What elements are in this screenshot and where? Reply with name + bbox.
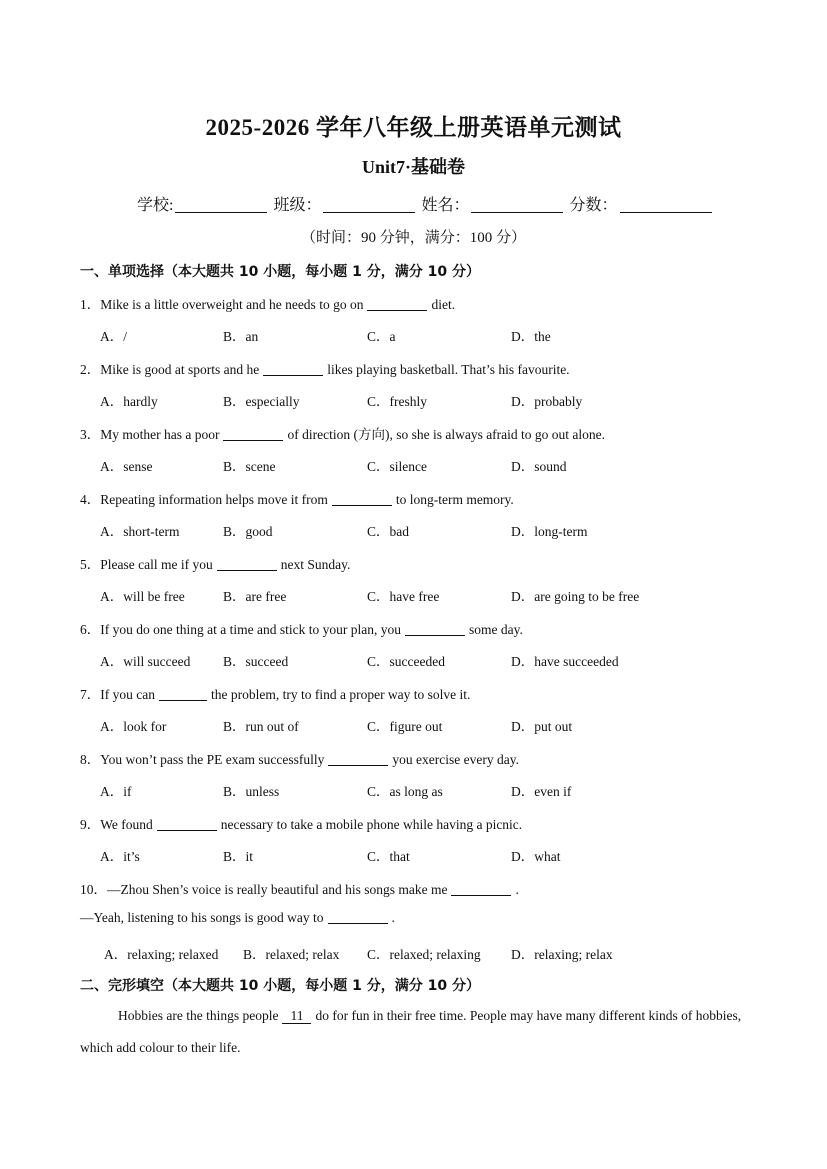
- question-6: [80, 618, 523, 638]
- question-text: 7．If you can: [80, 687, 155, 702]
- option-b: B．good: [223, 524, 273, 539]
- option-b: B．run out of: [223, 719, 299, 734]
- option-d: D．have succeeded: [511, 654, 619, 669]
- question-text: .: [391, 910, 395, 925]
- answer-blank: [328, 911, 388, 924]
- option-d: D．the: [511, 329, 551, 344]
- question-text: 4．Repeating information helps move it from: [80, 492, 328, 507]
- question-text: of direction (方向), so she is always afraid to go out alone.: [287, 427, 606, 442]
- options-4: [100, 520, 740, 538]
- school-label: 学校:: [137, 197, 174, 214]
- option-d: D．are going to be free: [511, 589, 640, 604]
- question-text: 2．Mike is good at sports and he: [80, 362, 260, 377]
- question-text: likes playing basketball. That’s his favourite.: [327, 362, 570, 377]
- options-3: [100, 455, 740, 473]
- option-a: A．short-term: [100, 524, 180, 539]
- options-9: [100, 845, 740, 863]
- option-b: B．an: [223, 329, 259, 344]
- option-b: B．succeed: [223, 654, 289, 669]
- question-text: diet.: [431, 297, 456, 312]
- question-text: some day.: [468, 622, 523, 637]
- question-text: next Sunday.: [280, 557, 351, 572]
- option-a: A．will be free: [100, 589, 185, 604]
- option-d: D．what: [511, 849, 561, 864]
- option-c: C．bad: [367, 524, 409, 539]
- question-4: [80, 488, 514, 508]
- option-d: D．long-term: [511, 524, 588, 539]
- option-b: B．unless: [223, 784, 280, 799]
- options-6: [100, 650, 740, 668]
- student-info-line: [137, 192, 714, 215]
- question-7: [80, 683, 470, 703]
- score-label: 分数：: [569, 197, 618, 214]
- option-c: C．relaxed; relaxing: [367, 947, 481, 962]
- option-c: C．silence: [367, 459, 427, 474]
- option-a: A．will succeed: [100, 654, 191, 669]
- option-a: A．relaxing; relaxed: [104, 947, 219, 962]
- question-text: 10．—Zhou Shen’s voice is really beautiful and his songs make me: [80, 882, 448, 897]
- answer-blank: [332, 493, 392, 506]
- answer-blank: [223, 428, 283, 441]
- option-c: C．have free: [367, 589, 440, 604]
- options-8: [100, 780, 740, 798]
- question-5: [80, 553, 350, 573]
- option-a: A．/: [100, 329, 127, 344]
- option-b: B．it: [223, 849, 254, 864]
- class-label: 班级：: [273, 197, 322, 214]
- exam-subtitle: Unit7·基础卷: [361, 157, 465, 177]
- option-d: D．sound: [511, 459, 567, 474]
- answer-blank: [367, 298, 427, 311]
- passage-text: Hobbies are the things people: [118, 1008, 279, 1023]
- class-blank: [323, 196, 415, 213]
- option-b: B．scene: [223, 459, 276, 474]
- question-text: 8．You won’t pass the PE exam successfully: [80, 752, 325, 767]
- option-a: A．it’s: [100, 849, 140, 864]
- answer-blank: [328, 753, 388, 766]
- question-text: the problem, try to find a proper way to solve it.: [210, 687, 471, 702]
- name-label: 姓名：: [421, 197, 470, 214]
- option-c: C．a: [367, 329, 396, 344]
- question-text: necessary to take a mobile phone while having a picnic.: [220, 817, 523, 832]
- option-b: B．relaxed; relax: [243, 947, 340, 962]
- question-10-reply: [80, 910, 395, 926]
- option-c: C．freshly: [367, 394, 427, 409]
- option-d: D．put out: [511, 719, 573, 734]
- name-blank: [471, 196, 563, 213]
- option-c: C．as long as: [367, 784, 443, 799]
- answer-blank: [405, 623, 465, 636]
- cloze-passage: [80, 1000, 748, 1064]
- option-d: D．relaxing; relax: [511, 947, 613, 962]
- option-c: C．figure out: [367, 719, 443, 734]
- options-2: [100, 390, 740, 408]
- question-2: [80, 358, 570, 378]
- exam-title: 2025-2026 学年八年级上册英语单元测试: [205, 115, 622, 140]
- options-1: [100, 325, 740, 343]
- answer-blank: [157, 818, 217, 831]
- option-d: D．probably: [511, 394, 583, 409]
- score-blank: [620, 196, 712, 213]
- option-a: A．look for: [100, 719, 167, 734]
- answer-blank: [451, 883, 511, 896]
- question-text: 9．We found: [80, 817, 153, 832]
- question-9: [80, 813, 522, 833]
- option-a: A．hardly: [100, 394, 158, 409]
- option-b: B．are free: [223, 589, 287, 604]
- question-text: 1．Mike is a little overweight and he needs to go on: [80, 297, 364, 312]
- question-1: [80, 293, 455, 313]
- option-c: C．that: [367, 849, 410, 864]
- option-a: A．if: [100, 784, 132, 799]
- question-text: to long-term memory.: [395, 492, 514, 507]
- school-blank: [175, 196, 267, 213]
- options-5: [100, 585, 740, 603]
- question-text: 5．Please call me if you: [80, 557, 213, 572]
- options-10: [104, 943, 744, 961]
- option-d: D．even if: [511, 784, 572, 799]
- section1-heading: 一、单项选择（本大题共 10 小题，每小题 1 分，满分 10 分）: [80, 264, 480, 280]
- answer-blank: [159, 688, 207, 701]
- question-8: [80, 748, 519, 768]
- time-info: （时间：90 分钟，满分：100 分）: [300, 230, 526, 246]
- section2-heading: 二、完形填空（本大题共 10 小题，每小题 1 分，满分 10 分）: [80, 978, 480, 994]
- question-text: —Yeah, listening to his songs is good way to: [80, 910, 324, 925]
- answer-blank: [263, 363, 323, 376]
- cloze-blank-11: 11: [282, 1008, 311, 1024]
- option-a: A．sense: [100, 459, 153, 474]
- question-10: [80, 878, 519, 898]
- question-text: you exercise every day.: [392, 752, 519, 767]
- question-text: .: [515, 882, 519, 897]
- passage-text: do for fun in their free time. People may have many different kinds of hobbies, which add colour to their life.: [80, 1008, 742, 1055]
- option-c: C．succeeded: [367, 654, 445, 669]
- question-text: 6．If you do one thing at a time and stick to your plan, you: [80, 622, 401, 637]
- option-b: B．especially: [223, 394, 300, 409]
- answer-blank: [217, 558, 277, 571]
- question-text: 3．My mother has a poor: [80, 427, 220, 442]
- question-3: [80, 423, 605, 443]
- options-7: [100, 715, 740, 733]
